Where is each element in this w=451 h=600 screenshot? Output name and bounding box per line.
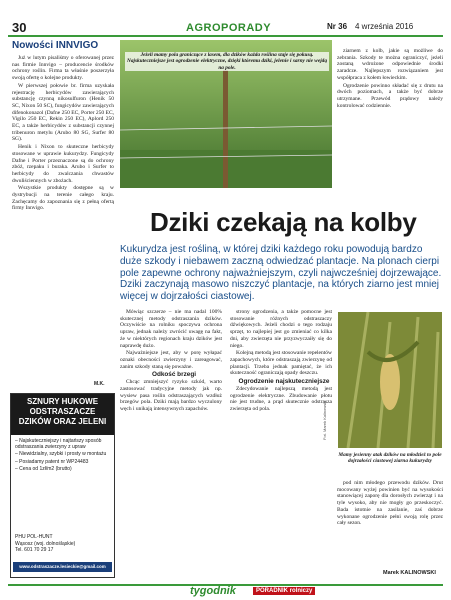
ad-email-link[interactable]: www.odstraszacze.lesieckie@gmail.com (13, 562, 112, 572)
ad-location: Wąsosz (woj. dolnośląskie) (15, 540, 76, 547)
paragraph: Kolejną metodą jest stosowanie repelentów zapachowych, które odstraszają zwierzynę od plantacji. Trzeba jednak pamiętać, że ich skuteczność ograniczają opady deszczu. (230, 350, 332, 377)
article-column-1 (120, 309, 222, 577)
corn-field-photo (338, 312, 442, 448)
ad-title-line: DZIKÓW ORAZ JELENI (18, 417, 107, 426)
paragraph: Henik i Nixon to skuteczne herbicydy stosowane w uprawie kukurydzy. Fungicydy Dafne i Porter przeznaczone są do ochrony zbóż, rzepaku i buraka. Arubo i Surfer to herbicydy do zwalczania chwastów dwuliściennych w zbożach. (12, 144, 114, 184)
issue-number: Nr 36 (327, 22, 348, 31)
advertisement-box (10, 393, 115, 578)
ad-feature: – Niewidzialny, szybki i prosty w montażu (15, 451, 107, 458)
paragraph: Chcąc zmniejszyć ryzyko szkód, warto zastosować tradycyjne metody jak np. wysiew pasa roślin odstraszających wzdłuż brzegów pola. Dziki mają bardzo wyczulony węch i unikają intensywnych zapachów. (120, 379, 222, 413)
photo-credit: Fot. Marek Kalinowski (322, 400, 327, 440)
photo-caption: Jeżeli mamy pola graniczące z lasem, dla dzików każda roślina staje się pokusą. Najskuteczniejsze jest ogrodzenie elektryczne, dzięki któremu dziki, jelenie i sarny nie wejdą na pole. (125, 52, 329, 71)
section-title: AGROPORADY (186, 22, 272, 34)
left-article-author: M.K. (94, 381, 105, 387)
article-column-3 (337, 480, 443, 572)
ad-feature: – Najskuteczniejszy i najtańszy sposób odstraszania zwierzyny z upraw (15, 438, 102, 451)
issue-date: 4 września 2016 (355, 22, 414, 31)
right-column-top (337, 48, 443, 223)
paragraph: strony ogrodzenia, a także pomocne jest stosowanie różnych odstraszaczy dźwiękowych. Jeżeli chodzi o tego rodzaju sprzęt, to najlepiej jest go zmieniać co kilka dni, aby zwierzęta nie przyzwyczaiły się do niego. (230, 309, 332, 349)
subheading: Ogrodzenie najskuteczniejsze (238, 378, 330, 386)
article-column-2 (230, 309, 332, 577)
ad-feature: – Posiadamy patent nr WP24483 (15, 458, 89, 465)
tygodnik-logo: tygodnik (190, 585, 236, 597)
corn-photo-caption: Mamy jesienny atak dzików na młodzież to pole dojrzałości ciastowej ziarna kukurydzy (338, 452, 442, 465)
left-article-body (12, 55, 114, 385)
header-rule (8, 35, 443, 37)
paragraph: Mówiąc szczerze – nie ma nadal 100% skutecznej metody odstraszania dzików. Oczywiście na rolniku spoczywa ochrona upraw, jednak należy zwrócić uwagę na fakt, że w niektórych regionach kraju dzików jest naprawdę dużo. (120, 309, 222, 349)
ad-feature: – Cena od 1zł/m2 (brutto) (15, 465, 72, 472)
paragraph: ziarnem z kolb, jakie są możliwe do zebrania. Szkody te można ograniczyć, jeżeli zostaną wdrożone odpowiednie środki zaradcze. Najlepszym rozwiązaniem jest współpraca z kołem łowieckim. (337, 48, 443, 81)
paragraph: Ogrodzenie powinno składać się z drutu na dwóch poziomach, a także być dobrze utrzymane. Przewód prądowy należy kontrolować codziennie. (337, 82, 443, 109)
paragraph: Już w lutym pisaliśmy o oferowanej przez nas firmie Innvigo – producencie środków ochrony roślin. Firma ta właśnie poszerzyła swoją ofertę o kolejne produkty. (12, 55, 114, 82)
ad-feature-list (15, 438, 111, 473)
paragraph: Wszystkie produkty dostępne są w dystrybucji na terenie całego kraju. Zachęcamy do zapoznania się z pełną ofertą firmy Innvigo. (12, 185, 114, 212)
page-number: 30 (12, 20, 27, 35)
corn-photo-image (338, 312, 442, 448)
subheading: Odkość brzegi (151, 371, 197, 379)
left-article-title: Nowości INNVIGO (12, 40, 99, 51)
ad-title-line: SZNURY HUKOWE (26, 397, 99, 406)
paragraph: Najważniejsze jest, aby w porę wyłapać oznaki obecności zwierzyny i zareagować, zanim szkody staną się poważne. (120, 350, 222, 370)
main-headline: Dziki czekają na kolby (150, 207, 417, 237)
main-article-author: Marek KALINOWSKI (383, 570, 436, 576)
ad-title-line: ODSTRASZACZE (29, 407, 96, 416)
paragraph: Zdecydowanie najlepszą metodą jest ogrodzenie elektryczne. Zbudowanie płotu nie jest trudne, a prąd skutecznie odstrasza zwierzęta od pola. (230, 386, 332, 413)
ad-title (11, 394, 114, 435)
poradnik-logo: PORADNIK rolniczy (253, 587, 315, 595)
ad-contact (15, 534, 111, 554)
article-lead: Kukurydza jest rośliną, w której dziki każdego roku powodują bardzo duże szkody i niebawem zaczną odwiedzać plantacje. Na plonach cierpi pole zapewne ochrony najważniejszym, czyli najwcześniej dojrzewające. Dziki zaczynają masowo niszczyć plantacje, na których ziarno jest mniej więcej w dojrzałości ciastowej. (120, 244, 442, 303)
ad-phone: Tel. 601 70 29 17 (15, 547, 54, 553)
paragraph: pod nim młodego przewodu dzików. Drut mocowany wyżej powinien być na wysokości stanowiącej zaporę dla dorosłych zwierząt i na tyle wysoko, aby nie mogły go przeskoczyć. Bada istotnie na zasilanie, zaś dobrze wykonane ogrodzenie pełni swoją rolę przez cały sezon. (337, 480, 443, 527)
ad-company: PHU POL-HUNT (15, 534, 53, 540)
paragraph: W pierwszej połowie br. firma uzyskała rejestrację herbicydów zawierających substancję czynną nikosulfuron (Henik 50 SC, Nixon 50 SC), fungicydów zawierających difenokonazol (Dafne 250 EC, Porter 250 EC, Vigilo 250 EC, Rekin 250 EC), Aplord 250 EC, a także herbicydów z substancji czynnej tribenuron metylu (Arubo 80 SG, Surfer 80 SG). (12, 82, 114, 143)
